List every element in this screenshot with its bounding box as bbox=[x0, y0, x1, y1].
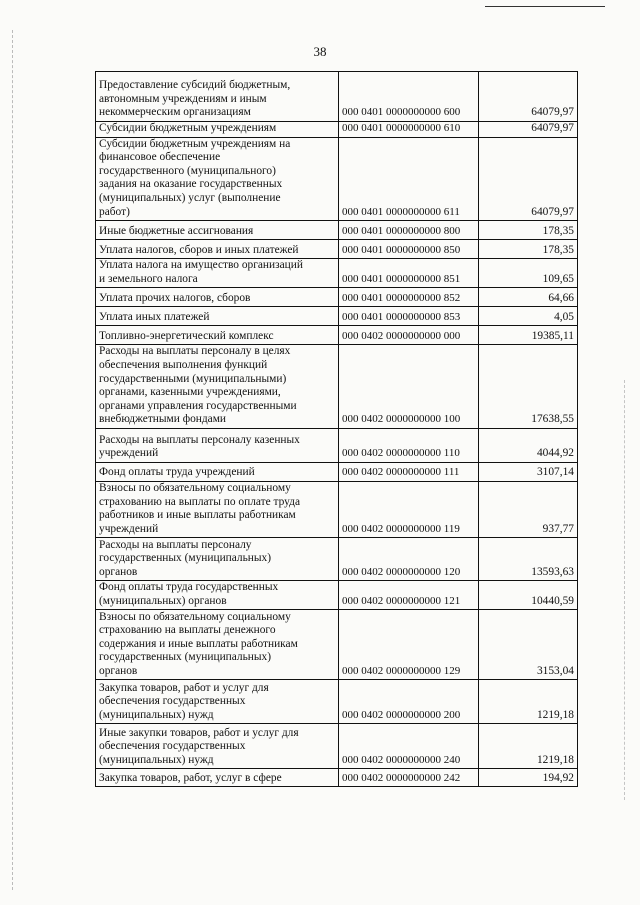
row-code-cell: 000 0401 0000000000 610 bbox=[339, 122, 479, 138]
table-row bbox=[96, 462, 578, 481]
row-name-line: Закупка товаров, работ и услуг для bbox=[99, 681, 269, 694]
row-name-cell bbox=[96, 345, 339, 429]
page-number: 38 bbox=[313, 44, 327, 59]
row-amount-cell: 178,35 bbox=[479, 221, 578, 240]
row-name-line: органами управления государственными bbox=[99, 399, 297, 412]
row-code-cell: 000 0401 0000000000 852 bbox=[339, 288, 479, 307]
table-row bbox=[96, 769, 578, 787]
row-code-cell: 000 0402 0000000000 111 bbox=[339, 462, 479, 481]
table-row bbox=[96, 581, 578, 610]
row-name-cell bbox=[96, 221, 339, 240]
row-name-line: Уплата прочих налогов, сборов bbox=[99, 291, 251, 304]
row-name-line: содержания и иные выплаты работникам bbox=[99, 637, 298, 650]
row-name-cell bbox=[96, 581, 339, 610]
row-name-cell bbox=[96, 72, 339, 122]
row-name-line: работ) bbox=[99, 205, 130, 218]
row-name-line: Иные бюджетные ассигнования bbox=[99, 224, 254, 237]
row-name-line: органов bbox=[99, 664, 138, 677]
row-name-line: Уплата налогов, сборов и иных платежей bbox=[99, 243, 299, 256]
row-name-line: Расходы на выплаты персоналу в целях bbox=[99, 345, 291, 358]
row-name-cell bbox=[96, 122, 339, 138]
row-name-line: некоммерческим организациям bbox=[99, 106, 251, 119]
table-row bbox=[96, 137, 578, 221]
scan-margin-right bbox=[624, 380, 625, 800]
table-row bbox=[96, 221, 578, 240]
row-name-line: (муниципальных) нужд bbox=[99, 708, 214, 721]
row-name-line: Предоставление субсидий бюджетным, bbox=[99, 79, 291, 92]
row-name-line: обеспечения выполнения функций bbox=[99, 358, 268, 371]
row-name-line: Фонд оплаты труда государственных bbox=[99, 581, 279, 594]
row-name-line: Взносы по обязательному социальному bbox=[99, 610, 291, 623]
scan-margin-left bbox=[12, 30, 13, 890]
table-row bbox=[96, 240, 578, 259]
row-name-line: Фонд оплаты труда учреждений bbox=[99, 466, 255, 479]
table-row bbox=[96, 307, 578, 326]
row-code-cell: 000 0401 0000000000 853 bbox=[339, 307, 479, 326]
row-code-cell: 000 0401 0000000000 851 bbox=[339, 259, 479, 288]
row-amount-cell: 64079,97 bbox=[479, 137, 578, 221]
top-rule bbox=[485, 6, 605, 7]
row-name-line: задания на оказание государственных bbox=[99, 178, 283, 191]
row-code-cell: 000 0402 0000000000 120 bbox=[339, 538, 479, 581]
row-name-line: Уплата иных платежей bbox=[99, 310, 210, 323]
row-name-line: (муниципальных) нужд bbox=[99, 753, 214, 766]
table-row bbox=[96, 72, 578, 122]
row-amount-cell: 17638,55 bbox=[479, 345, 578, 429]
row-amount-cell: 1219,18 bbox=[479, 680, 578, 724]
row-name-line: органами, казенными учреждениями, bbox=[99, 386, 281, 399]
row-amount-cell: 194,92 bbox=[479, 769, 578, 787]
row-name-line: обеспечения государственных bbox=[99, 695, 246, 708]
row-name-line: страхованию на выплаты по оплате труда bbox=[99, 495, 301, 508]
row-code-cell: 000 0401 0000000000 850 bbox=[339, 240, 479, 259]
row-code-cell: 000 0402 0000000000 129 bbox=[339, 610, 479, 680]
table-row bbox=[96, 326, 578, 345]
row-name-cell bbox=[96, 462, 339, 481]
row-name-line: автономным учреждениям и иным bbox=[99, 92, 267, 105]
row-name-line: государственных (муниципальных) bbox=[99, 651, 272, 664]
row-name-line: Взносы по обязательному социальному bbox=[99, 481, 291, 494]
row-name-line: Расходы на выплаты персоналу казенных bbox=[99, 433, 300, 446]
row-amount-cell: 64079,97 bbox=[479, 122, 578, 138]
row-name-cell bbox=[96, 137, 339, 221]
row-name-cell bbox=[96, 307, 339, 326]
row-name-line: финансовое обеспечение bbox=[99, 151, 221, 164]
row-amount-cell: 19385,11 bbox=[479, 326, 578, 345]
row-code-cell: 000 0401 0000000000 611 bbox=[339, 137, 479, 221]
row-code-cell: 000 0401 0000000000 600 bbox=[339, 72, 479, 122]
table-row bbox=[96, 288, 578, 307]
table-row bbox=[96, 724, 578, 769]
row-amount-cell: 937,77 bbox=[479, 481, 578, 537]
budget-table-body bbox=[96, 72, 578, 787]
row-amount-cell: 4,05 bbox=[479, 307, 578, 326]
budget-table bbox=[95, 71, 578, 787]
row-name-line: учреждений bbox=[99, 447, 159, 460]
row-amount-cell: 178,35 bbox=[479, 240, 578, 259]
row-name-line: органов bbox=[99, 565, 138, 578]
row-name-line: учреждений bbox=[99, 522, 159, 535]
row-name-cell bbox=[96, 680, 339, 724]
table-row bbox=[96, 538, 578, 581]
row-name-cell bbox=[96, 326, 339, 345]
row-name-line: государственными (муниципальными) bbox=[99, 372, 287, 385]
row-name-line: страхованию на выплаты денежного bbox=[99, 624, 276, 637]
row-name-line: (муниципальных) органов bbox=[99, 594, 227, 607]
row-name-line: Уплата налога на имущество организаций bbox=[99, 259, 303, 272]
row-name-line: (муниципальных) услуг (выполнение bbox=[99, 191, 281, 204]
row-name-line: Субсидии бюджетным учреждениям на bbox=[99, 137, 291, 150]
row-name-cell bbox=[96, 259, 339, 288]
row-name-line: Иные закупки товаров, работ и услуг для bbox=[99, 726, 299, 739]
row-amount-cell: 64079,97 bbox=[479, 72, 578, 122]
row-name-cell bbox=[96, 240, 339, 259]
row-name-cell bbox=[96, 288, 339, 307]
row-amount-cell: 10440,59 bbox=[479, 581, 578, 610]
row-amount-cell: 3153,04 bbox=[479, 610, 578, 680]
row-name-line: Расходы на выплаты персоналу bbox=[99, 538, 252, 551]
table-row bbox=[96, 680, 578, 724]
row-name-line: Закупка товаров, работ, услуг в сфере bbox=[99, 771, 282, 784]
row-name-cell bbox=[96, 724, 339, 769]
table-row bbox=[96, 345, 578, 429]
row-amount-cell: 3107,14 bbox=[479, 462, 578, 481]
table-row bbox=[96, 481, 578, 537]
table-row bbox=[96, 122, 578, 138]
row-code-cell: 000 0402 0000000000 100 bbox=[339, 345, 479, 429]
row-name-line: обеспечения государственных bbox=[99, 740, 246, 753]
row-amount-cell: 4044,92 bbox=[479, 428, 578, 462]
row-code-cell: 000 0401 0000000000 800 bbox=[339, 221, 479, 240]
row-code-cell: 000 0402 0000000000 000 bbox=[339, 326, 479, 345]
row-code-cell: 000 0402 0000000000 200 bbox=[339, 680, 479, 724]
row-code-cell: 000 0402 0000000000 121 bbox=[339, 581, 479, 610]
row-amount-cell: 109,65 bbox=[479, 259, 578, 288]
row-code-cell: 000 0402 0000000000 110 bbox=[339, 428, 479, 462]
table-row bbox=[96, 259, 578, 288]
row-name-cell bbox=[96, 610, 339, 680]
row-name-cell bbox=[96, 428, 339, 462]
row-name-line: работников и иные выплаты работникам bbox=[99, 509, 296, 522]
row-name-line: и земельного налога bbox=[99, 272, 198, 285]
row-name-line: Субсидии бюджетным учреждениям bbox=[99, 122, 277, 134]
row-name-line: государственных (муниципальных) bbox=[99, 552, 272, 565]
row-amount-cell: 1219,18 bbox=[479, 724, 578, 769]
row-amount-cell: 64,66 bbox=[479, 288, 578, 307]
row-name-line: Топливно-энергетический комплекс bbox=[99, 329, 274, 342]
table-row bbox=[96, 610, 578, 680]
row-amount-cell: 13593,63 bbox=[479, 538, 578, 581]
row-name-cell bbox=[96, 481, 339, 537]
row-code-cell: 000 0402 0000000000 119 bbox=[339, 481, 479, 537]
row-code-cell: 000 0402 0000000000 242 bbox=[339, 769, 479, 787]
row-name-cell bbox=[96, 538, 339, 581]
row-code-cell: 000 0402 0000000000 240 bbox=[339, 724, 479, 769]
row-name-cell bbox=[96, 769, 339, 787]
table-row bbox=[96, 428, 578, 462]
row-name-line: внебюджетными фондами bbox=[99, 413, 227, 426]
row-name-line: государственного (муниципального) bbox=[99, 164, 276, 177]
